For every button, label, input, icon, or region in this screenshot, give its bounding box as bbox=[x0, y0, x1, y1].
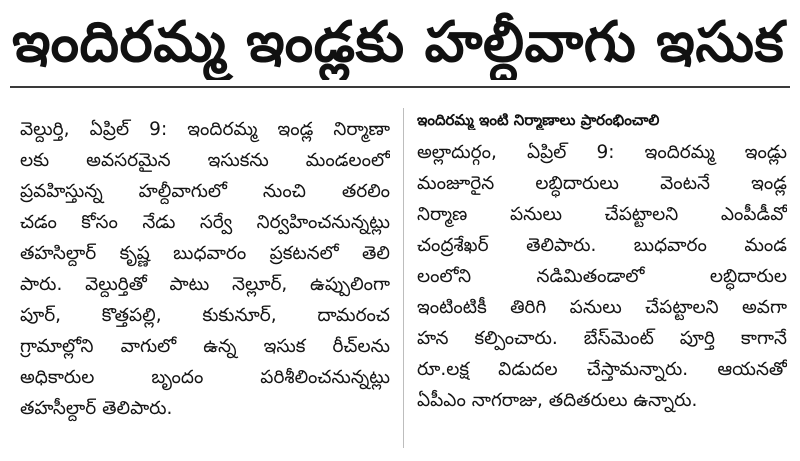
headline-rule bbox=[10, 86, 790, 88]
left-article-line: లకు అవసరమైన ఇసుకను మండలంలో bbox=[20, 150, 390, 171]
right-article-body bbox=[417, 137, 787, 416]
left-article-line: ప్రవహిస్తున్న హల్దీవాగులో నుంచి తరలిం bbox=[20, 181, 390, 202]
right-article-line: చంద్రశేఖర్ తెలిపారు. బుధవారం మండ bbox=[417, 235, 787, 256]
left-article-line: చడం కోసం నేడు సర్వే నిర్వహించనున్నట్లు bbox=[20, 212, 390, 233]
left-article-body bbox=[20, 114, 390, 424]
right-article-line: అల్లాదుర్గం, ఏప్రిల్ 9: ఇందిరమ్మ ఇండ్లు bbox=[417, 142, 787, 163]
right-article-heading: ఇందిరమ్మ ఇంటి నిర్మాణాలు ప్రారంభించాలి bbox=[417, 111, 660, 129]
right-article bbox=[417, 110, 787, 416]
left-article-line: తహసిల్దార్ కృష్ణ బుధవారం ప్రకటనలో తెలి bbox=[20, 243, 390, 264]
right-article-line: ఏపీఎం నాగరాజు, తదితరులు ఉన్నారు. bbox=[417, 390, 698, 411]
headline: ఇందిరమ్మ ఇండ్లకు హల్దీవాగు ఇసుక bbox=[12, 10, 785, 75]
right-article-line: రూ.లక్ష విడుదల చేస్తామన్నారు. ఆయనతో bbox=[417, 359, 787, 380]
left-article bbox=[20, 114, 390, 424]
right-article-line: మంజూరైన లబ్ధిదారులు వెంటనే ఇండ్ల bbox=[417, 173, 787, 194]
left-article-line: పూర్, కొత్తపల్లి, కుకునూర్, దామరంచ bbox=[20, 305, 390, 326]
left-article-line: తహసీల్దార్ తెలిపారు. bbox=[20, 398, 173, 419]
right-article-line: హన కల్పించారు. బేస్‌మెంట్ పూర్తి కాగానే bbox=[417, 328, 787, 349]
right-article-line: లంలోని నడిమితండాలో లబ్ధిదారుల bbox=[417, 266, 787, 287]
left-article-line: గ్రామాల్లోని వాగులో ఉన్న ఇసుక రీచ్‌లను bbox=[20, 336, 390, 357]
column-divider bbox=[403, 108, 404, 448]
left-article-line: అధికారుల బృందం పరిశీలించనున్నట్లు bbox=[20, 367, 390, 388]
right-article-line: ఇంటింటికీ తిరిగి పనులు చేపట్టాలని అవగా bbox=[417, 297, 787, 318]
right-article-line: నిర్మాణ పనులు చేపట్టాలని ఎంపీడీవో bbox=[417, 204, 787, 225]
left-article-line: పారు. వెల్దుర్తితో పాటు నెల్లూర్, ఉప్పులింగా bbox=[20, 274, 390, 295]
left-article-line: వెల్దుర్తి, ఏప్రిల్ 9: ఇందిరమ్మ ఇండ్ల నిర్మాణా bbox=[20, 119, 390, 140]
